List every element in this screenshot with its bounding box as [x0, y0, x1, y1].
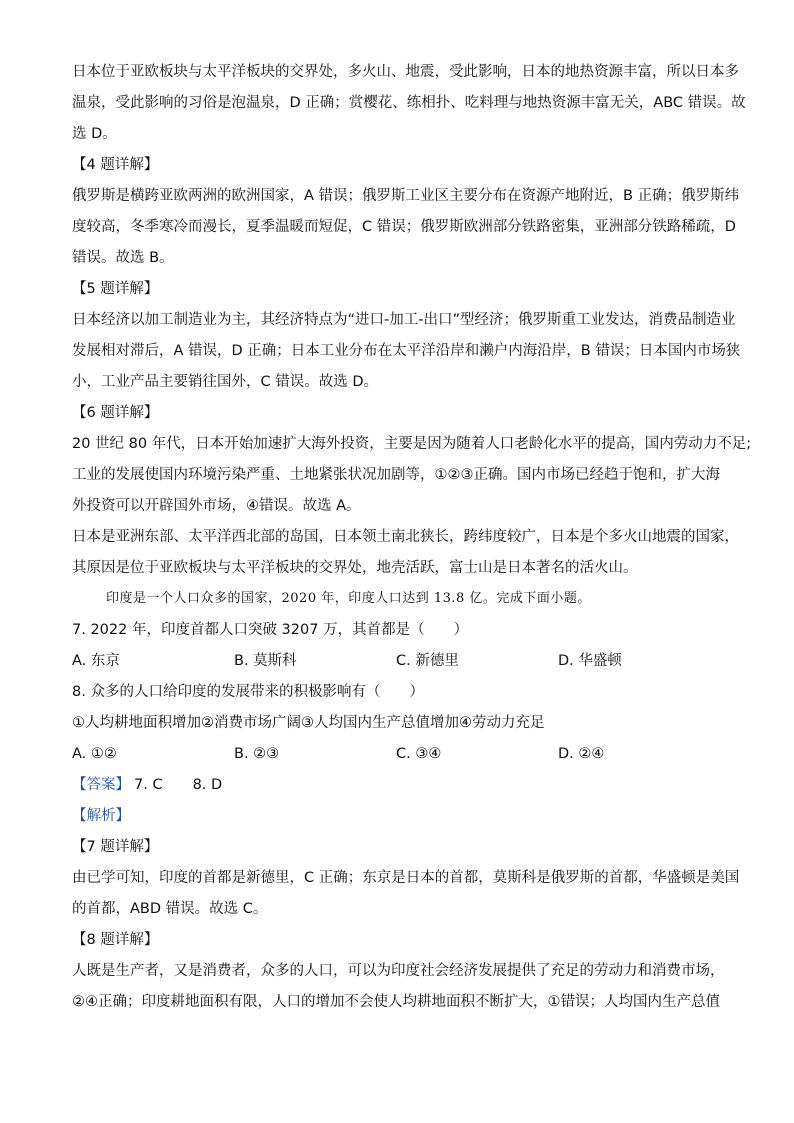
p4-line-2: 度较高，冬季寒冷而漫长，夏季温暖而短促，C 错误；俄罗斯欧洲部分铁路密集，亚洲部分铁路稀疏，D	[72, 219, 736, 235]
q7-options	[72, 651, 722, 671]
p6-line-1: 20 世纪 80 年代，日本开始加速扩大海外投资，主要是因为随着人口老龄化水平的提高，国内劳动力不足;	[72, 436, 752, 452]
answer-q7: 7. C	[134, 777, 163, 793]
p7-line-2: 的首都，ABD 错误。故选 C。	[72, 901, 268, 917]
answer-label: 【答案】	[72, 777, 130, 793]
q8-options	[72, 744, 722, 764]
p6-line-3: 外投资可以开辟国外市场，④错误。故选 A。	[72, 498, 361, 514]
p6-line-4: 日本是亚洲东部、太平洋西北部的岛国，日本领土南北狭长，跨纬度较广，日本是个多火山地震的国家，	[72, 529, 739, 545]
q7-option-c: C. 新德里	[396, 653, 459, 669]
q7-option-a: A. 东京	[72, 653, 120, 669]
p5-line-1: 日本经济以加工制造业为主，其经济特点为“进口-加工-出口”型经济；俄罗斯重工业发达，消费品制造业	[72, 312, 736, 328]
p4-line-3: 错误。故选 B。	[72, 250, 174, 266]
heading-q4: 【4 题详解】	[72, 157, 159, 173]
p5-line-3: 小，工业产品主要销往国外，C 错误。故选 D。	[72, 374, 379, 390]
document-page	[72, 62, 752, 1012]
p1-line-1: 日本位于亚欧板块与太平洋板块的交界处，多火山、地震，受此影响，日本的地热资源丰富，所以日本多	[72, 64, 739, 80]
q8-stem: 8. 众多的人口给印度的发展带来的积极影响有（ ）	[72, 684, 424, 700]
analysis-label: 【解析】	[72, 808, 130, 824]
p7-line-1: 由已学可知，印度的首都是新德里，C 正确；东京是日本的首都，莫斯科是俄罗斯的首都，华盛顿是美国	[72, 870, 740, 886]
heading-q5: 【5 题详解】	[72, 281, 159, 297]
q7-option-b: B. 莫斯科	[234, 653, 297, 669]
p8-line-1: 人既是生产者，又是消费者，众多的人口，可以为印度社会经济发展提供了充足的劳动力和消费市场，	[72, 963, 725, 979]
q8-statement: ①人均耕地面积增加②消费市场广阔③人均国内生产总值增加④劳动力充足	[72, 715, 545, 731]
q8-option-d: D. ②④	[558, 746, 605, 762]
q7-stem: 7. 2022 年，印度首都人口突破 3207 万，其首都是（ ）	[72, 622, 469, 638]
q8-option-b: B. ②③	[234, 746, 280, 762]
p6-line-2: 工业的发展使国内环境污染严重、土地紧张状况加剧等，①②③正确。国内市场已经趋于饱和，扩大海	[72, 467, 720, 483]
p4-line-1: 俄罗斯是横跨亚欧两洲的欧洲国家，A 错误；俄罗斯工业区主要分布在资源产地附近，B 正确；俄罗斯纬	[72, 188, 740, 204]
p6-line-5: 其原因是位于亚欧板块与太平洋板块的交界处，地壳活跃，富士山是日本著名的活火山。	[72, 560, 638, 576]
q8-option-a: A. ①②	[72, 746, 117, 762]
heading-q7: 【7 题详解】	[72, 839, 159, 855]
answer-q8: 8. D	[192, 777, 223, 793]
q8-option-c: C. ③④	[396, 746, 442, 762]
answer-line	[72, 775, 722, 795]
q7-option-d: D. 华盛顿	[558, 653, 622, 669]
p1-line-3: 选 D。	[72, 126, 117, 142]
heading-q6: 【6 题详解】	[72, 405, 159, 421]
material-intro: 印度是一个人口众多的国家，2020 年，印度人口达到 13.8 亿。完成下面小题。	[106, 591, 591, 606]
p8-line-2: ②④正确；印度耕地面积有限，人口的增加不会使人均耕地面积不断扩大，①错误；人均国内生产总值	[72, 994, 720, 1010]
heading-q8: 【8 题详解】	[72, 932, 159, 948]
p5-line-2: 发展相对滞后，A 错误，D 正确；日本工业分布在太平洋沿岸和濑户内海沿岸，B 错误；日本国内市场狭	[72, 343, 741, 359]
p1-line-2: 温泉，受此影响的习俗是泡温泉，D 正确；赏樱花、练相扑、吃料理与地热资源丰富无关，ABC 错误。故	[72, 95, 746, 111]
